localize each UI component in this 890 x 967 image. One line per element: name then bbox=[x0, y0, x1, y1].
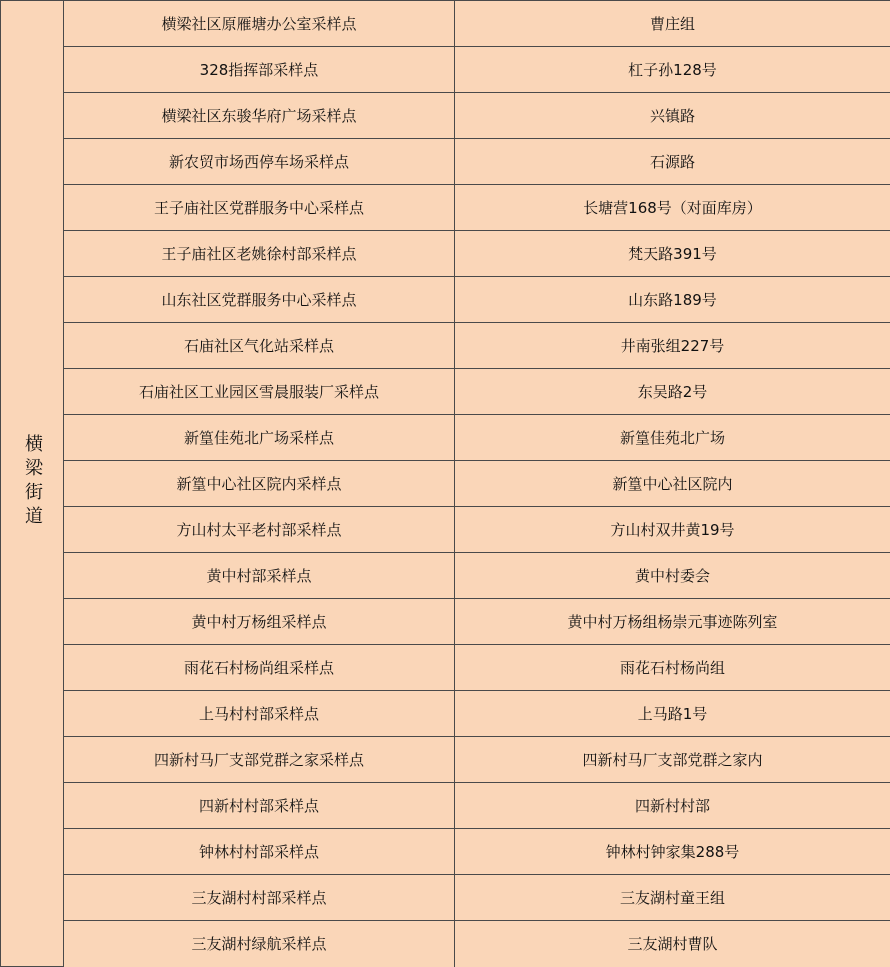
table-row bbox=[1, 507, 890, 553]
site-address-cell: 山东路189号 bbox=[455, 277, 890, 323]
site-address-cell: 兴镇路 bbox=[455, 93, 890, 139]
site-name-cell: 三友湖村村部采样点 bbox=[64, 875, 455, 921]
site-address-cell: 雨花石村杨尚组 bbox=[455, 645, 890, 691]
table-row bbox=[1, 875, 890, 921]
table-row bbox=[1, 415, 890, 461]
site-address-cell: 石源路 bbox=[455, 139, 890, 185]
table-row bbox=[1, 277, 890, 323]
table-row bbox=[1, 185, 890, 231]
site-address-cell: 杠子孙128号 bbox=[455, 47, 890, 93]
site-name-cell: 新篁中心社区院内采样点 bbox=[64, 461, 455, 507]
table-row bbox=[1, 47, 890, 93]
site-address-cell: 新篁中心社区院内 bbox=[455, 461, 890, 507]
table-row bbox=[1, 139, 890, 185]
site-name-cell: 山东社区党群服务中心采样点 bbox=[64, 277, 455, 323]
site-address-cell: 方山村双井黄19号 bbox=[455, 507, 890, 553]
site-name-cell: 新篁佳苑北广场采样点 bbox=[64, 415, 455, 461]
table-row bbox=[1, 691, 890, 737]
site-name-cell: 新农贸市场西停车场采样点 bbox=[64, 139, 455, 185]
site-name-cell: 上马村村部采样点 bbox=[64, 691, 455, 737]
site-name-cell: 石庙社区气化站采样点 bbox=[64, 323, 455, 369]
site-address-cell: 东吴路2号 bbox=[455, 369, 890, 415]
site-address-cell: 黄中村万杨组杨崇元事迹陈列室 bbox=[455, 599, 890, 645]
site-address-cell: 三友湖村童王组 bbox=[455, 875, 890, 921]
site-name-cell: 四新村马厂支部党群之家采样点 bbox=[64, 737, 455, 783]
site-address-cell: 梵天路391号 bbox=[455, 231, 890, 277]
table-row bbox=[1, 599, 890, 645]
site-address-cell: 四新村村部 bbox=[455, 783, 890, 829]
site-address-cell: 黄中村委会 bbox=[455, 553, 890, 599]
site-name-cell: 横梁社区原雁塘办公室采样点 bbox=[64, 1, 455, 47]
site-name-cell: 黄中村万杨组采样点 bbox=[64, 599, 455, 645]
district-name: 横梁街道 bbox=[22, 433, 43, 530]
site-address-cell: 三友湖村曹队 bbox=[455, 921, 890, 967]
table-row bbox=[1, 369, 890, 415]
table-row bbox=[1, 1, 890, 47]
table-row bbox=[1, 323, 890, 369]
table-row bbox=[1, 783, 890, 829]
table-row bbox=[1, 737, 890, 783]
site-address-cell: 井南张组227号 bbox=[455, 323, 890, 369]
site-address-cell: 上马路1号 bbox=[455, 691, 890, 737]
site-name-cell: 方山村太平老村部采样点 bbox=[64, 507, 455, 553]
site-address-cell: 曹庄组 bbox=[455, 1, 890, 47]
table-row bbox=[1, 829, 890, 875]
site-name-cell: 横梁社区东骏华府广场采样点 bbox=[64, 93, 455, 139]
district-cell bbox=[1, 1, 64, 967]
table-row bbox=[1, 231, 890, 277]
site-name-cell: 328指挥部采样点 bbox=[64, 47, 455, 93]
site-name-cell: 王子庙社区党群服务中心采样点 bbox=[64, 185, 455, 231]
site-name-cell: 王子庙社区老姚徐村部采样点 bbox=[64, 231, 455, 277]
site-name-cell: 石庙社区工业园区雪晨服装厂采样点 bbox=[64, 369, 455, 415]
site-address-cell: 钟林村钟家集288号 bbox=[455, 829, 890, 875]
site-address-cell: 长塘营168号（对面库房） bbox=[455, 185, 890, 231]
site-name-cell: 黄中村部采样点 bbox=[64, 553, 455, 599]
table-row bbox=[1, 921, 890, 967]
site-name-cell: 三友湖村绿航采样点 bbox=[64, 921, 455, 967]
site-name-cell: 钟林村村部采样点 bbox=[64, 829, 455, 875]
table-row bbox=[1, 645, 890, 691]
table-row bbox=[1, 93, 890, 139]
site-address-cell: 四新村马厂支部党群之家内 bbox=[455, 737, 890, 783]
table-row bbox=[1, 461, 890, 507]
site-name-cell: 雨花石村杨尚组采样点 bbox=[64, 645, 455, 691]
site-address-cell: 新篁佳苑北广场 bbox=[455, 415, 890, 461]
table-row bbox=[1, 553, 890, 599]
table-body bbox=[1, 1, 890, 967]
site-name-cell: 四新村村部采样点 bbox=[64, 783, 455, 829]
